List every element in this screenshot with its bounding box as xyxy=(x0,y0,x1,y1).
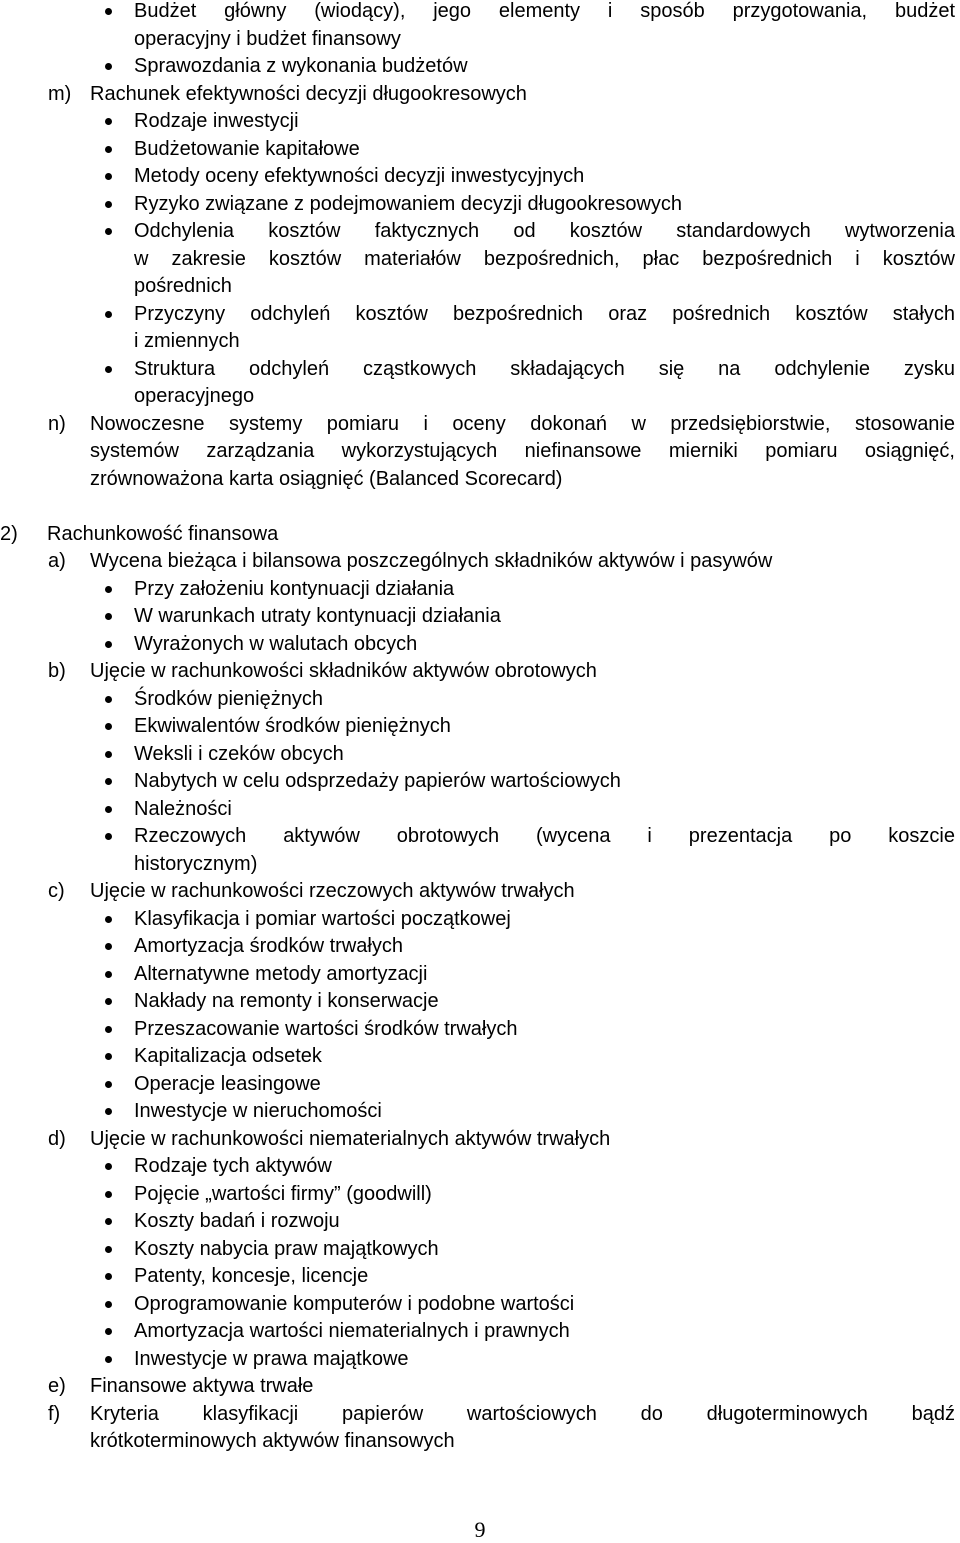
bullet-item xyxy=(0,961,960,989)
line-text: zrównoważona karta osiągnięć (Balanced Scorecard) xyxy=(90,467,563,490)
sub-item xyxy=(0,411,960,439)
bullet-item xyxy=(0,191,960,219)
bullet-icon xyxy=(105,778,112,785)
line-text: w zakresie kosztów materiałów bezpośrednich, płac bezpośrednich i kosztów xyxy=(134,247,955,270)
line-text: Rodzaje tych aktywów xyxy=(134,1155,332,1177)
bullet-icon xyxy=(105,1081,112,1088)
line-text: Alternatywne metody amortyzacji xyxy=(134,962,428,985)
line-text: Ujęcie w rachunkowości niematerialnych aktywów trwałych xyxy=(90,1127,611,1150)
line-text: pośrednich xyxy=(134,275,232,297)
bullet-item xyxy=(0,988,960,1016)
bullet-item xyxy=(0,1071,960,1099)
bullet-item xyxy=(0,1098,960,1126)
sub-item xyxy=(0,1373,960,1401)
page-number: 9 xyxy=(474,1517,486,1542)
bullet-icon xyxy=(105,641,112,648)
bullet-item xyxy=(0,686,960,714)
bullet-item xyxy=(0,1291,960,1319)
bullet-icon xyxy=(105,916,112,923)
line-text: Rzeczowych aktywów obrotowych (wycena i prezentacja po koszcie xyxy=(134,825,955,847)
line-text: Rodzaje inwestycji xyxy=(134,110,299,132)
bullet-icon xyxy=(105,613,112,620)
line-text: Nowoczesne systemy pomiaru i oceny dokonań w przedsiębiorstwie, stosowanie xyxy=(90,412,955,435)
bullet-item xyxy=(0,1153,960,1181)
sub-item xyxy=(0,81,960,109)
line-text: Kryteria klasyfikacji papierów wartościowych do długoterminowych bądź xyxy=(90,1402,955,1425)
line-text: Finansowe aktywa trwałe xyxy=(90,1375,314,1397)
bullet-icon xyxy=(105,366,112,373)
continuation-line xyxy=(0,328,960,356)
continuation-line xyxy=(0,383,960,411)
line-text: Struktura odchyleń cząstkowych składających się na odchylenie zysku xyxy=(134,357,955,380)
bullet-icon xyxy=(105,1328,112,1335)
bullet-item xyxy=(0,1263,960,1291)
bullet-item xyxy=(0,218,960,246)
line-text: Koszty badań i rozwoju xyxy=(134,1210,340,1232)
bullet-item xyxy=(0,906,960,934)
line-text: Amortyzacja środków trwałych xyxy=(134,935,403,957)
list-marker: f) xyxy=(48,1402,61,1425)
line-text: Rachunek efektywności decyzji długookresowych xyxy=(90,82,527,105)
line-text: Środków pieniężnych xyxy=(134,687,323,710)
bullet-icon xyxy=(105,63,112,70)
bullet-item xyxy=(0,933,960,961)
continuation-line xyxy=(0,1428,960,1456)
bullet-item xyxy=(0,576,960,604)
line-text: Ekwiwalentów środków pieniężnych xyxy=(134,715,451,737)
bullet-icon xyxy=(105,1273,112,1280)
bullet-item xyxy=(0,1016,960,1044)
list-marker: d) xyxy=(48,1127,66,1150)
bullet-item xyxy=(0,631,960,659)
bullet-icon xyxy=(105,228,112,235)
bullet-icon xyxy=(105,146,112,153)
line-text: historycznym) xyxy=(134,852,258,875)
line-text: W warunkach utraty kontynuacji działania xyxy=(134,605,501,627)
list-marker: 2) xyxy=(0,522,18,545)
blank-line xyxy=(0,493,960,521)
bullet-item xyxy=(0,136,960,164)
list-marker: c) xyxy=(48,880,65,902)
bullet-item xyxy=(0,163,960,191)
line-text: Koszty nabycia praw majątkowych xyxy=(134,1237,439,1260)
bullet-icon xyxy=(105,1108,112,1115)
list-marker: m) xyxy=(48,82,72,105)
bullet-icon xyxy=(105,696,112,703)
bullet-icon xyxy=(105,971,112,978)
line-text: operacyjny i budżet finansowy xyxy=(134,27,401,50)
line-text: krótkoterminowych aktywów finansowych xyxy=(90,1430,455,1452)
line-text: Patenty, koncesje, licencje xyxy=(134,1265,369,1287)
continuation-line xyxy=(0,246,960,274)
bullet-icon xyxy=(105,833,112,840)
bullet-icon xyxy=(105,1053,112,1060)
sub-item xyxy=(0,658,960,686)
continuation-line xyxy=(0,851,960,879)
bullet-item xyxy=(0,741,960,769)
bullet-item xyxy=(0,1318,960,1346)
bullet-icon xyxy=(105,586,112,593)
line-text: Oprogramowanie komputerów i podobne wartości xyxy=(134,1292,575,1315)
continuation-line xyxy=(0,26,960,54)
line-text: Weksli i czeków obcych xyxy=(134,742,344,765)
list-marker: e) xyxy=(48,1375,66,1397)
line-text: Kapitalizacja odsetek xyxy=(134,1045,322,1067)
line-text: Operacje leasingowe xyxy=(134,1072,321,1095)
bullet-item xyxy=(0,1208,960,1236)
section-heading xyxy=(0,521,960,549)
line-text: Nabytych w celu odsprzedaży papierów wartościowych xyxy=(134,770,621,792)
line-text: Ujęcie w rachunkowości składników aktywów obrotowych xyxy=(90,660,597,682)
bullet-item xyxy=(0,0,960,26)
continuation-line xyxy=(0,466,960,494)
line-text: operacyjnego xyxy=(134,385,255,407)
continuation-line xyxy=(0,273,960,301)
bullet-icon xyxy=(105,1026,112,1033)
bullet-item xyxy=(0,1043,960,1071)
line-text: Przeszacowanie wartości środków trwałych xyxy=(134,1017,518,1040)
bullet-item xyxy=(0,301,960,329)
sub-item xyxy=(0,548,960,576)
bullet-icon xyxy=(105,1218,112,1225)
line-text: Wyrażonych w walutach obcych xyxy=(134,632,418,655)
line-text: Metody oceny efektywności decyzji inwestycyjnych xyxy=(134,165,585,187)
bullet-icon xyxy=(105,1356,112,1363)
bullet-item xyxy=(0,796,960,824)
bullet-item xyxy=(0,356,960,384)
bullet-icon xyxy=(105,1163,112,1170)
continuation-line xyxy=(0,438,960,466)
bullet-icon xyxy=(105,201,112,208)
line-text: Należności xyxy=(134,797,232,820)
bullet-icon xyxy=(105,1191,112,1198)
line-text: Inwestycje w prawa majątkowe xyxy=(134,1347,409,1370)
bullet-icon xyxy=(105,8,112,15)
line-text: Odchylenia kosztów faktycznych od kosztów standardowych wytworzenia xyxy=(134,220,955,242)
line-text: Przy założeniu kontynuacji działania xyxy=(134,577,455,600)
bullet-item xyxy=(0,108,960,136)
line-text: Nakłady na remonty i konserwacje xyxy=(134,990,439,1012)
line-text: Wycena bieżąca i bilansowa poszczególnych składników aktywów i pasywów xyxy=(90,550,773,572)
bullet-item xyxy=(0,713,960,741)
bullet-item xyxy=(0,823,960,851)
line-text: Ujęcie w rachunkowości rzeczowych aktywów trwałych xyxy=(90,880,575,902)
bullet-item xyxy=(0,603,960,631)
list-marker: a) xyxy=(48,550,66,572)
line-text: Sprawozdania z wykonania budżetów xyxy=(134,55,468,77)
bullet-icon xyxy=(105,751,112,758)
bullet-item xyxy=(0,1181,960,1209)
line-text: Klasyfikacja i pomiar wartości początkowej xyxy=(134,907,511,930)
bullet-item xyxy=(0,768,960,796)
bullet-icon xyxy=(105,806,112,813)
bullet-icon xyxy=(105,311,112,318)
bullet-item xyxy=(0,1236,960,1264)
list-marker: n) xyxy=(48,412,66,435)
bullet-icon xyxy=(105,173,112,180)
line-text: Amortyzacja wartości niematerialnych i prawnych xyxy=(134,1320,570,1342)
bullet-icon xyxy=(105,118,112,125)
sub-item xyxy=(0,878,960,906)
bullet-item xyxy=(0,1346,960,1374)
line-text: Ryzyko związane z podejmowaniem decyzji długookresowych xyxy=(134,192,683,215)
sub-item xyxy=(0,1401,960,1429)
sub-item xyxy=(0,1126,960,1154)
bullet-icon xyxy=(105,723,112,730)
line-text: Rachunkowość finansowa xyxy=(47,522,279,545)
bullet-item xyxy=(0,53,960,81)
bullet-icon xyxy=(105,998,112,1005)
line-text: Budżet główny (wiodący), jego elementy i sposób przygotowania, budżet xyxy=(134,0,955,22)
line-text: i zmiennych xyxy=(134,330,240,352)
line-text: Inwestycje w nieruchomości xyxy=(134,1100,382,1122)
line-text: Przyczyny odchyleń kosztów bezpośrednich oraz pośrednich kosztów stałych xyxy=(134,302,955,325)
list-marker: b) xyxy=(48,660,66,682)
line-text: systemów zarządzania wykorzystujących niefinansowe mierniki pomiaru osiągnięć, xyxy=(90,440,955,462)
line-text: Pojęcie „wartości firmy” (goodwill) xyxy=(134,1182,432,1205)
bullet-icon xyxy=(105,943,112,950)
line-text: Budżetowanie kapitałowe xyxy=(134,137,360,160)
bullet-icon xyxy=(105,1246,112,1253)
bullet-icon xyxy=(105,1301,112,1308)
